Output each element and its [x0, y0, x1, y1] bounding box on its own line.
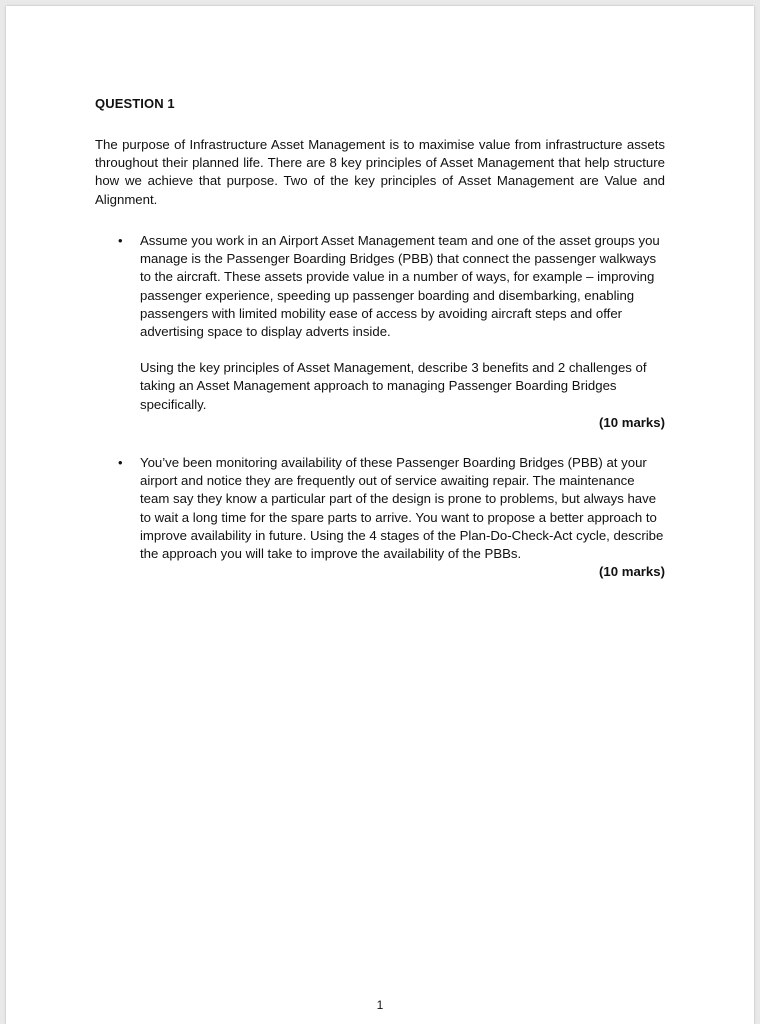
bullet-icon: • [118, 455, 123, 470]
question-heading: QUESTION 1 [95, 96, 175, 111]
page-number: 1 [376, 998, 384, 1012]
bullet-1-task: Using the key principles of Asset Management, describe 3 benefits and 2 challenges of taking an Asset Management approach to managing Passenger Boarding Bridges specifically. [140, 360, 647, 412]
document-page [6, 6, 754, 1024]
bullet-item-2 [118, 454, 665, 581]
bullet-2-marks: (10 marks) [599, 564, 665, 580]
bullet-1-marks: (10 marks) [599, 414, 665, 430]
bullet-2-task: You’ve been monitoring availability of these Passenger Boarding Bridges (PBB) at your airport and notice they are frequently out of service awaiting repair. The maintenance team say they know a particular part of the design is prone to problems, but always have to wait a long time for the spare parts to arrive. You want to propose a better approach to improve availability in future. Using the 4 stages of the Plan-Do-Check-Act cycle, describe the approach you will take to improve the availability of the PBBs. [140, 455, 664, 562]
intro-paragraph: The purpose of Infrastructure Asset Management is to maximise value from infrastructure assets throughout their planned life. There are 8 key principles of Asset Management that help structure how we achieve that purpose. Two of the key principles of Asset Management are Value and Alignment. [95, 137, 665, 207]
bullet-item-1 [118, 232, 665, 432]
bullet-icon: • [118, 233, 123, 248]
bullet-1-scenario: Assume you work in an Airport Asset Management team and one of the asset groups you manage is the Passenger Boarding Bridges (PBB) that connect the passenger walkways to the aircraft. These assets provide value in a number of ways, for example – improving passenger experience, speeding up passenger boarding and disembarking, enabling passengers with limited mobility ease of access by avoiding aircraft steps and offer advertising space to display adverts inside. [140, 233, 660, 340]
